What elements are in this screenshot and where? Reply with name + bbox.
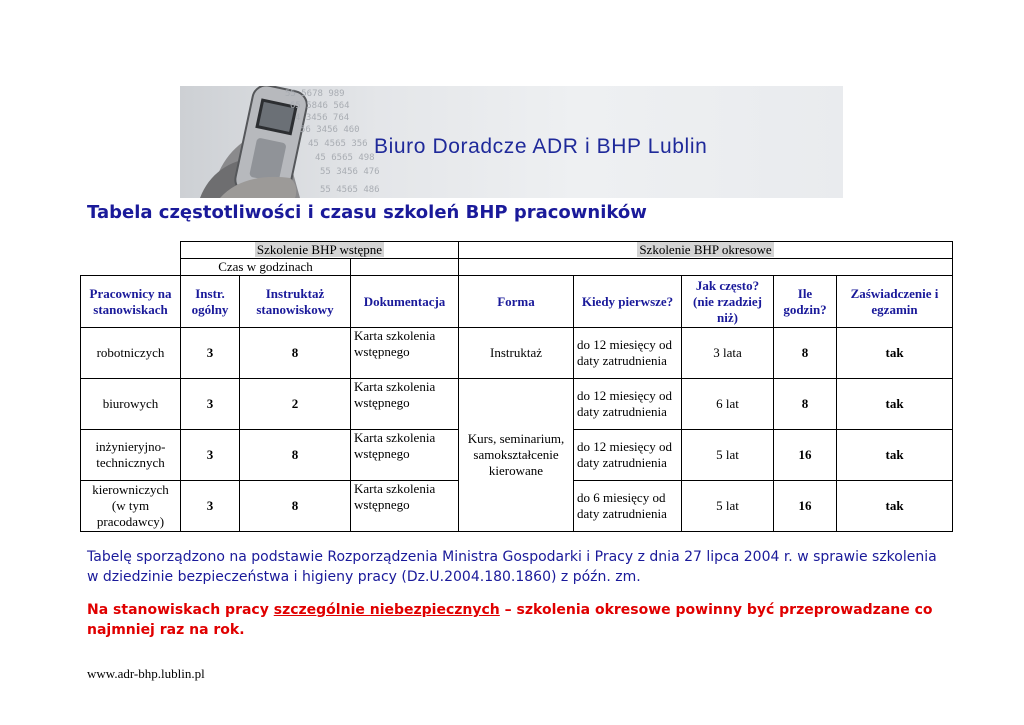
documentation-header: Dokumentacja — [351, 276, 459, 328]
hours-header-row — [81, 259, 953, 276]
frequency-header: Jak często? (nie rzadziej niż) — [682, 276, 774, 328]
onsite-instruction-header: Instruktaż stanowiskowy — [240, 276, 351, 328]
column-header-row — [81, 276, 953, 328]
certificate-cell: tak — [837, 430, 953, 481]
periodic-training-header: Szkolenie BHP okresowe — [639, 242, 772, 257]
certificate-cell: tak — [837, 481, 953, 532]
documentation-cell: Karta szkolenia wstępnego — [351, 430, 459, 481]
hours-cell: 16 — [774, 481, 837, 532]
warning-prefix: Na stanowiskach pracy — [87, 602, 274, 618]
first-when-cell: do 12 miesięcy od daty zatrudnienia — [574, 430, 682, 481]
form-header: Forma — [459, 276, 574, 328]
documentation-cell: Karta szkolenia wstępnego — [351, 328, 459, 379]
general-instruction-header: Instr. ogólny — [181, 276, 240, 328]
group-header-row — [81, 242, 953, 259]
hours-cell: 8 — [774, 379, 837, 430]
frequency-cell: 3 lata — [682, 328, 774, 379]
initial-training-header: Szkolenie BHP wstępne — [256, 242, 383, 257]
svg-text:45 4565 356: 45 4565 356 — [308, 139, 368, 149]
frequency-cell: 5 lat — [682, 430, 774, 481]
certificate-cell: tak — [837, 379, 953, 430]
frequency-cell: 5 lat — [682, 481, 774, 532]
first-when-cell: do 12 miesięcy od daty zatrudnienia — [574, 379, 682, 430]
workers-cell: kierowniczych (w tym pracodawcy) — [81, 481, 181, 532]
general-hours-cell: 3 — [181, 430, 240, 481]
training-table — [80, 241, 953, 532]
warning-emphasis: szczególnie niebezpiecznych — [273, 602, 500, 618]
frequency-cell: 6 lat — [682, 379, 774, 430]
general-hours-cell: 3 — [181, 481, 240, 532]
general-hours-cell: 3 — [181, 328, 240, 379]
footer-url: www.adr-bhp.lublin.pl — [87, 666, 205, 681]
warning-note — [87, 600, 937, 640]
page-title: Tabela częstotliwości i czasu szkoleń BHP pracowników — [87, 202, 647, 223]
hours-cell: 8 — [774, 328, 837, 379]
general-hours-cell: 3 — [181, 379, 240, 430]
svg-text:65 5846 564: 65 5846 564 — [290, 101, 350, 111]
workers-header: Pracownicy na stanowiskach — [81, 276, 181, 328]
hours-count-header: Ile godzin? — [774, 276, 837, 328]
source-note: Tabelę sporządzono na podstawie Rozporządzenia Ministra Gospodarki i Pracy z dnia 27 lipca 2004 r. w sprawie szkolenia w dziedzinie bezpieczeństwa i higieny pracy (Dz.U.2004.180.1860) z późn. zm. — [87, 549, 937, 585]
certificate-cell: tak — [837, 328, 953, 379]
documentation-cell: Karta szkolenia wstępnego — [351, 481, 459, 532]
header-banner — [180, 86, 843, 198]
workers-cell: biurowych — [81, 379, 181, 430]
svg-text:45 6565 498: 45 6565 498 — [315, 153, 375, 163]
warning-suffix: – szkolenia okresowe powinny być przeprowadzane co najmniej raz na rok. — [87, 602, 933, 638]
svg-text:55 5678 989: 55 5678 989 — [285, 89, 345, 99]
form-cell: Instruktaż — [459, 328, 574, 379]
svg-text:55 4565 486: 55 4565 486 — [320, 185, 380, 195]
workers-cell: robotniczych — [81, 328, 181, 379]
onsite-hours-cell: 8 — [240, 328, 351, 379]
table-row — [81, 379, 953, 430]
hours-cell: 16 — [774, 430, 837, 481]
svg-text:55 3456 476: 55 3456 476 — [320, 167, 380, 177]
documentation-cell: Karta szkolenia wstępnego — [351, 379, 459, 430]
workers-cell: inżynieryjno-technicznych — [81, 430, 181, 481]
onsite-hours-cell: 8 — [240, 481, 351, 532]
certificate-header: Zaświadczenie i egzamin — [837, 276, 953, 328]
svg-text:56 3456 460: 56 3456 460 — [300, 125, 360, 135]
first-when-cell: do 12 miesięcy od daty zatrudnienia — [574, 328, 682, 379]
svg-text:4 3456 764: 4 3456 764 — [295, 113, 350, 123]
table-row — [81, 328, 953, 379]
first-when-header: Kiedy pierwsze? — [574, 276, 682, 328]
hours-header: Czas w godzinach — [181, 259, 351, 276]
onsite-hours-cell: 2 — [240, 379, 351, 430]
banner-title: Biuro Doradcze ADR i BHP Lublin — [374, 135, 708, 158]
form-cell: Kurs, seminarium, samokształcenie kierowane — [459, 379, 574, 532]
first-when-cell: do 6 miesięcy od daty zatrudnienia — [574, 481, 682, 532]
onsite-hours-cell: 8 — [240, 430, 351, 481]
